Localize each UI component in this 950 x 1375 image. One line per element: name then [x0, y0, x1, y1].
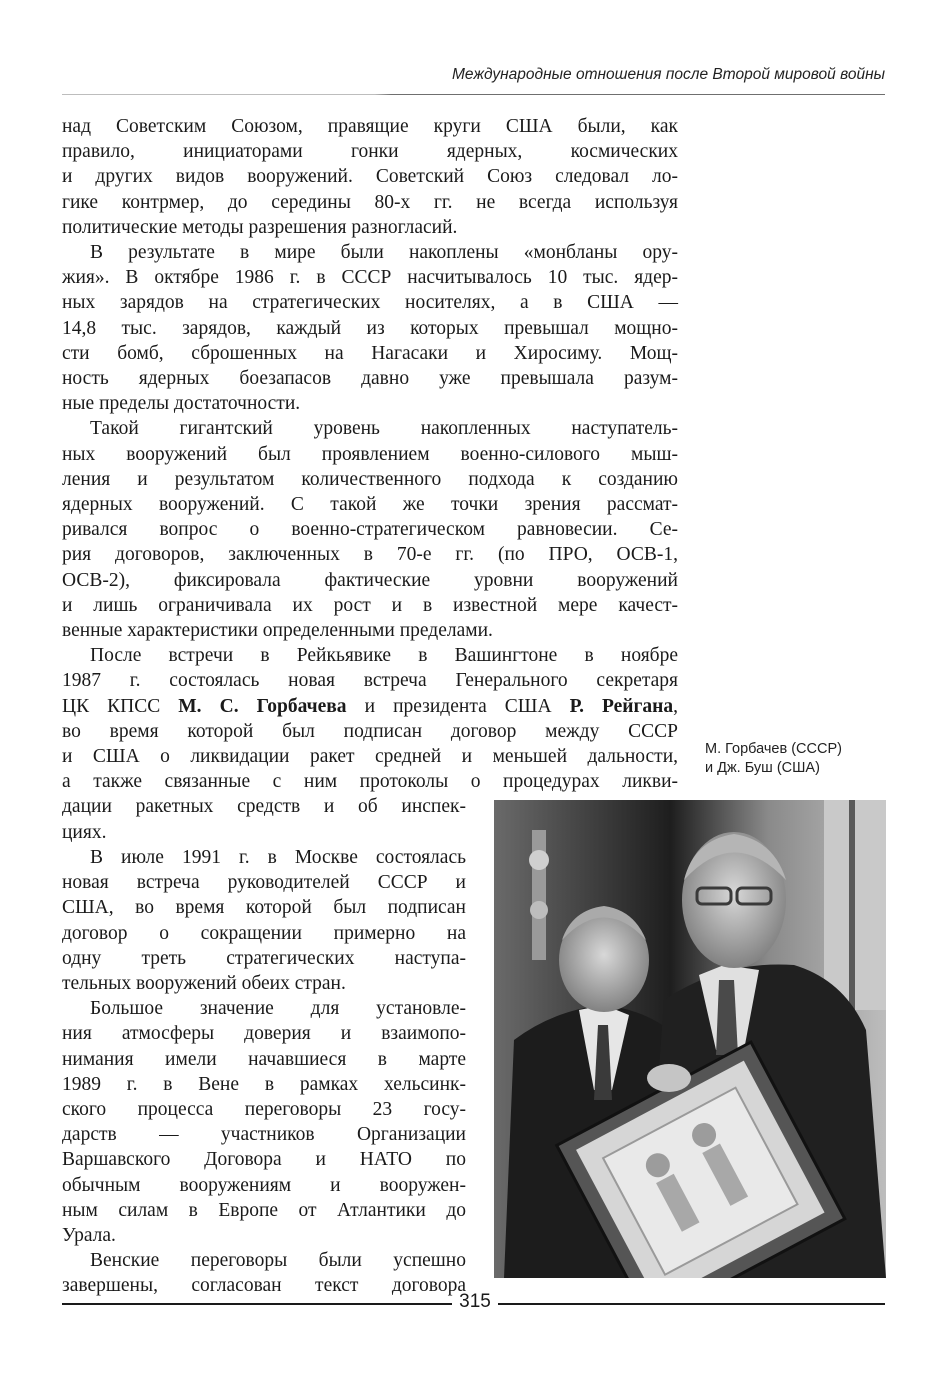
figure-caption: [705, 740, 842, 778]
footer-rule-right: [498, 1303, 885, 1305]
text-line: договор о сокращении примерно на: [62, 922, 466, 944]
paragraph-2: [62, 240, 678, 416]
text-line: Варшавского Договора и НАТО по: [62, 1149, 466, 1171]
photo-gorbachev-bush: [494, 800, 886, 1278]
text-line: во время которой был подписан договор между СССР: [62, 720, 678, 742]
text-line: Урала.: [62, 1224, 116, 1246]
text-line: нимания имели начавшиеся в марте: [62, 1048, 466, 1070]
text-line: ных зарядов на стратегических носителях, а в США —: [62, 292, 678, 314]
text-line: ность ядерных боезапасов давно уже превышала разум-: [62, 368, 678, 390]
name-gorbachev: М. С. Горбачева: [178, 695, 347, 717]
name-reagan: Р. Рейгана: [569, 695, 674, 717]
text-line: венные характеристики определенными пределами.: [62, 620, 493, 642]
text-line: и лишь ограничивала их рост и в известной мере качест-: [62, 594, 678, 616]
text-line: ным силам в Европе от Атлантики до: [62, 1199, 466, 1221]
text-line: рия договоров, заключенных в 70-е гг. (по ПРО, ОСВ-1,: [62, 544, 678, 566]
text-line: политические методы разрешения разногласий.: [62, 216, 458, 238]
text-line: ядерных вооружений. С такой же точки зрения рассмат-: [62, 494, 678, 516]
text-line: тельных вооружений обеих стран.: [62, 972, 346, 994]
text-line: В результате в мире были накоплены «монбланы ору-: [90, 242, 678, 264]
page-number: 315: [459, 1291, 491, 1312]
text-span: ,: [673, 695, 678, 717]
text-line: 1989 г. в Вене в рамках хельсинк-: [62, 1073, 466, 1095]
text-line: 1987 г. состоялась новая встреча Генерального секретаря: [62, 670, 678, 692]
caption-line: и Дж. Буш (США): [705, 760, 820, 776]
text-line: дарств — участников Организации: [62, 1124, 466, 1146]
text-line: ривался вопрос о военно-стратегическом равновесии. Се-: [62, 519, 678, 541]
text-span: ЦК КПСС: [62, 695, 179, 717]
text-line: гике контрмер, до середины 80-х гг. не всегда используя: [62, 191, 678, 213]
text-line: 14,8 тыс. зарядов, каждый из которых превышал мощно-: [62, 317, 678, 339]
text-line: После встречи в Рейкьявике в Вашингтоне в ноябре: [90, 645, 678, 667]
text-line: ных вооружений был проявлением военно-силового мыш-: [62, 443, 678, 465]
text-line: США, во время которой был подписан: [62, 897, 466, 919]
text-line: и США о ликвидации ракет средней и меньшей дальности,: [62, 746, 678, 768]
paragraph-3: [62, 416, 678, 643]
text-line: Большое значение для установле-: [90, 998, 466, 1020]
text-line: В июле 1991 г. в Москве состоялась: [90, 846, 466, 868]
caption-line: М. Горбачев (СССР): [705, 741, 842, 757]
paragraph-1: [62, 114, 678, 240]
text-line: [62, 694, 678, 719]
photo-image: [494, 800, 886, 1278]
footer-rule-left: [62, 1303, 452, 1305]
text-line: а также связанные с ним протоколы о процедурах ликви-: [62, 771, 678, 793]
text-line: завершены, согласован текст договора: [62, 1275, 466, 1297]
text-line: Венские переговоры были успешно: [90, 1250, 466, 1272]
text-line: ления и результатом количественного подхода к созданию: [62, 468, 678, 490]
text-line: одну треть стратегических наступа-: [62, 947, 466, 969]
text-line: дации ракетных средств и об инспек-: [62, 796, 466, 818]
text-line: обычным вооружениям и вооружен-: [62, 1174, 466, 1196]
text-line: ные пределы достаточности.: [62, 393, 301, 415]
running-head-title: Международные отношения после Второй мировой войны: [451, 66, 885, 83]
text-line: сти бомб, сброшенных на Нагасаки и Хиросиму. Мощ-: [62, 342, 678, 364]
text-line: ского процесса переговоры 23 госу-: [62, 1098, 466, 1120]
header-rule: [62, 94, 885, 95]
text-span: и президента США: [346, 695, 570, 717]
text-line: циях.: [62, 821, 107, 843]
text-line: правило, инициаторами гонки ядерных, космических: [62, 141, 678, 163]
text-line: и других видов вооружений. Советский Союз следовал ло-: [62, 166, 678, 188]
text-line: ОСВ-2), фиксировала фактические уровни вооружений: [62, 569, 678, 591]
text-line: жия». В октябре 1986 г. в СССР насчитывалось 10 тыс. ядер-: [62, 267, 678, 289]
text-line: над Советским Союзом, правящие круги США были, как: [62, 116, 678, 137]
text-line: ния атмосферы доверия и взаимопо-: [62, 1023, 466, 1045]
text-line: Такой гигантский уровень накопленных наступатель-: [90, 418, 678, 440]
text-line: новая встреча руководителей СССР и: [62, 872, 466, 894]
